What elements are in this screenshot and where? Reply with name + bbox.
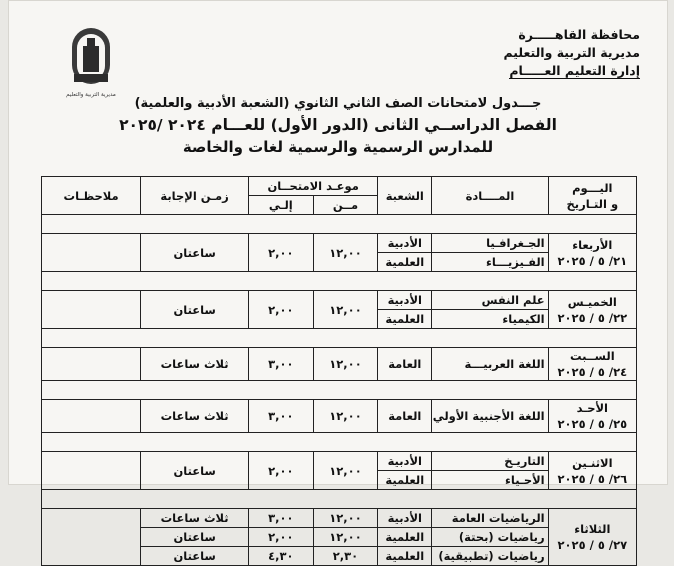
division-cell: العلمية	[378, 253, 432, 272]
day-date-cell	[548, 400, 636, 433]
separator-cell	[42, 272, 637, 291]
exam-date: ٢٧/ ٥ / ٢٠٢٥	[557, 538, 628, 552]
separator-cell	[42, 215, 637, 234]
division-cell: الأدبية	[378, 509, 432, 528]
day-name: الســبت	[569, 349, 615, 363]
day-name: الثلاثاء	[574, 522, 611, 536]
header-duration: زمـن الإجابة	[141, 177, 249, 215]
day-name: الخميـس	[567, 294, 617, 309]
division-cell: العامة	[378, 348, 432, 381]
from-time-cell: ١٢,٠٠	[313, 528, 378, 547]
day-date-cell	[548, 234, 636, 272]
directorate-name: مديرية التربية والتعليم	[503, 45, 640, 60]
title-line-3: للمدارس الرسمية والرسمية لغات والخاصة	[182, 138, 494, 156]
exam-date: ٢٤/ ٥ / ٢٠٢٥	[557, 365, 628, 379]
to-time-cell: ٢,٠٠	[248, 291, 313, 329]
division-cell: الأدبية	[378, 234, 432, 253]
subject-cell: اللغة الأجنبية الأولي	[432, 400, 548, 433]
separator-cell	[42, 329, 637, 348]
from-time-cell: ١٢,٠٠	[313, 400, 378, 433]
subject-cell: اللغة العربيـــة	[432, 348, 548, 381]
to-time-cell: ٢,٠٠	[248, 528, 313, 547]
notes-cell	[42, 452, 141, 490]
from-time-cell: ١٢,٠٠	[313, 348, 378, 381]
notes-cell	[42, 291, 141, 329]
separator-cell	[42, 381, 637, 400]
subject-cell: الرياضيات العامة	[432, 509, 548, 528]
document-titles	[118, 94, 558, 158]
table-body	[42, 215, 637, 566]
header-subject: المــــادة	[432, 177, 548, 215]
duration-cell: ساعتان	[141, 452, 249, 490]
exam-date: ٢١/ ٥ / ٢٠٢٥	[557, 253, 628, 268]
separator-cell	[42, 490, 637, 509]
subject-cell: الأحـياء	[432, 471, 548, 490]
division-cell: الأدبية	[378, 452, 432, 471]
from-time-cell: ١٢,٠٠	[313, 452, 378, 490]
header-day: اليـــوم	[572, 180, 613, 195]
exam-schedule-table	[41, 176, 637, 566]
from-time-cell: ١٢,٠٠	[313, 234, 378, 272]
duration-cell: ثلاث ساعات	[141, 348, 249, 381]
table-row	[42, 452, 637, 471]
day-date-cell	[548, 348, 636, 381]
day-name: الأحـد	[576, 401, 608, 415]
header-day-date	[548, 177, 636, 215]
header-exam-time: موعـد الامتحــان	[248, 177, 377, 196]
duration-cell: ساعتان	[141, 291, 249, 329]
notes-cell	[42, 348, 141, 381]
duration-cell: ساعتان	[141, 547, 249, 566]
day-date-cell	[548, 452, 636, 490]
notes-cell	[42, 234, 141, 272]
day-separator	[42, 215, 637, 234]
duration-cell: ساعتان	[141, 234, 249, 272]
separator-cell	[42, 433, 637, 452]
division-cell: العامة	[378, 400, 432, 433]
subject-cell: الكيمياء	[432, 310, 548, 329]
title-line-1: جـــدول لامتحانات الصف الثاني الثانوي (الشعبة الأدبية والعلمية)	[134, 96, 542, 111]
division-cell: الأدبية	[378, 291, 432, 310]
subject-cell: الفـيزيـــاء	[432, 253, 548, 272]
table-row	[42, 348, 637, 381]
day-separator	[42, 272, 637, 291]
subject-cell: رياضيات (بحتة)	[432, 528, 548, 547]
duration-cell: ثلاث ساعات	[141, 400, 249, 433]
subject-cell: رياضيات (تطبيقية)	[432, 547, 548, 566]
subject-cell: علم النفس	[432, 291, 548, 310]
day-name: الأربعاء	[572, 237, 613, 252]
header-division: الشعبة	[378, 177, 432, 215]
duration-cell: ساعتان	[141, 528, 249, 547]
division-cell: العلمية	[378, 310, 432, 329]
division-cell: العلمية	[378, 528, 432, 547]
day-separator	[42, 490, 637, 509]
header-date: و التـاريخ	[566, 196, 619, 211]
to-time-cell: ٣,٠٠	[248, 348, 313, 381]
administration-name: إدارة التعليم العـــــام	[509, 63, 640, 78]
division-cell: العلمية	[378, 471, 432, 490]
day-separator	[42, 433, 637, 452]
to-time-cell: ٣,٠٠	[248, 509, 313, 528]
subject-cell: الجـغرافـيا	[432, 234, 548, 253]
day-name: الاثنـين	[572, 455, 613, 470]
table-row	[42, 400, 637, 433]
exam-date: ٢٥/ ٥ / ٢٠٢٥	[557, 417, 628, 431]
document-page	[8, 0, 668, 563]
day-separator	[42, 381, 637, 400]
table-row	[42, 291, 637, 310]
notes-cell	[42, 509, 141, 566]
header-notes: ملاحظـات	[42, 177, 141, 215]
from-time-cell: ١٢,٠٠	[313, 291, 378, 329]
day-separator	[42, 329, 637, 348]
table-row	[42, 509, 637, 528]
division-cell: العلمية	[378, 547, 432, 566]
subject-cell: التاريـخ	[432, 452, 548, 471]
from-time-cell: ٢,٣٠	[313, 547, 378, 566]
to-time-cell: ٤,٣٠	[248, 547, 313, 566]
day-date-cell	[548, 509, 636, 566]
governorate-name: محافظة القاهـــــرة	[518, 27, 640, 42]
title-line-2: الفصل الدراســي الثانى (الدور الأول) للعـــام ٢٠٢٤ /٢٠٢٥	[119, 116, 557, 134]
table-row	[42, 234, 637, 253]
exam-date: ٢٦/ ٥ / ٢٠٢٥	[557, 471, 628, 486]
day-date-cell	[548, 291, 636, 329]
issuer-header	[503, 26, 640, 80]
to-time-cell: ٢,٠٠	[248, 452, 313, 490]
exam-date: ٢٢/ ٥ / ٢٠٢٥	[557, 310, 628, 325]
logo-caption: مديرية التربية والتعليم	[66, 92, 116, 98]
from-time-cell: ١٢,٠٠	[313, 509, 378, 528]
header-to: إلـي	[248, 196, 313, 215]
ministry-logo	[66, 24, 116, 92]
duration-cell: ثلاث ساعات	[141, 509, 249, 528]
header-from: مــن	[313, 196, 378, 215]
to-time-cell: ٢,٠٠	[248, 234, 313, 272]
to-time-cell: ٣,٠٠	[248, 400, 313, 433]
table-header-row	[42, 177, 637, 196]
notes-cell	[42, 400, 141, 433]
